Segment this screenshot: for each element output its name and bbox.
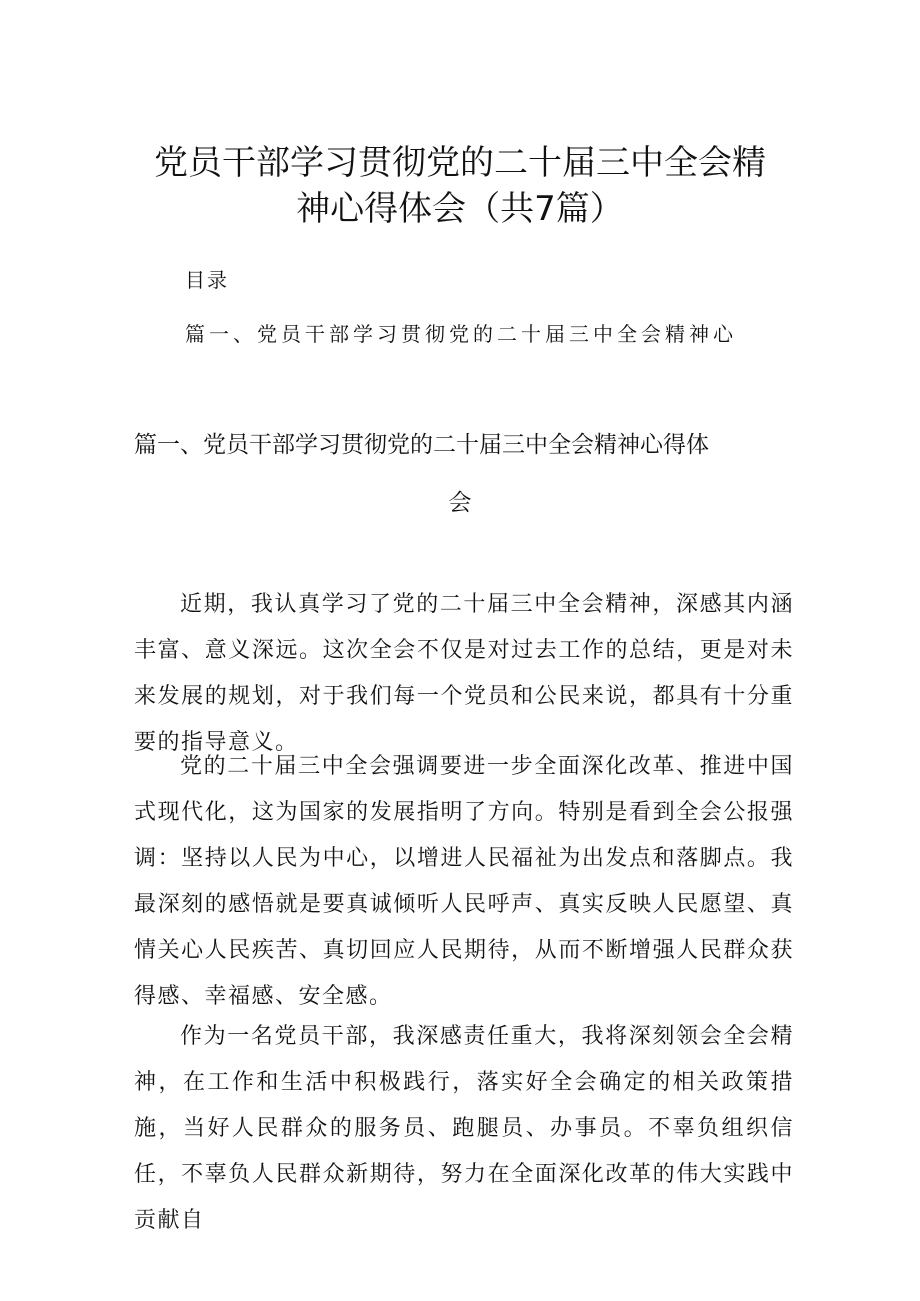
section-heading-continuation: 会 xyxy=(448,490,472,516)
table-of-contents-label: 目录 xyxy=(185,268,229,292)
document-title-line-1: 党员干部学习贯彻党的二十届三中全会精 xyxy=(154,143,766,183)
document-title-line-2: 神心得体会（共7篇） xyxy=(296,189,624,229)
body-paragraph: 作为一名党员干部，我深感责任重大，我将深刻领会全会精神，在工作和生活中积极践行，落实好全会确定的相关政策措施，当好人民群众的服务员、跑腿员、办事员。不辜负组织信任，不辜负人民群众新期待，努力在全面深化改革的伟大实践中贡献自 xyxy=(134,1024,794,1233)
toc-item[interactable]: 篇一、党员干部学习贯彻党的二十届三中全会精神心 xyxy=(185,322,737,346)
section-heading: 篇一、党员干部学习贯彻党的二十届三中全会精神心得体 xyxy=(134,432,709,458)
body-paragraph: 党的二十届三中全会强调要进一步全面深化改革、推进中国式现代化，这为国家的发展指明了方向。特别是看到全会公报强调：坚持以人民为中心，以增进人民福祉为出发点和落脚点。我最深刻的感悟就是要真诚倾听人民呼声、真实反映人民愿望、真情关心人民疾苦、真切回应人民期待，从而不断增强人民群众获得感、幸福感、安全感。 xyxy=(134,754,794,1009)
body-paragraph: 近期，我认真学习了党的二十届三中全会精神，深感其内涵丰富、意义深远。这次全会不仅是对过去工作的总结，更是对未来发展的规划，对于我们每一个党员和公民来说，都具有十分重要的指导意义。 xyxy=(134,592,794,755)
